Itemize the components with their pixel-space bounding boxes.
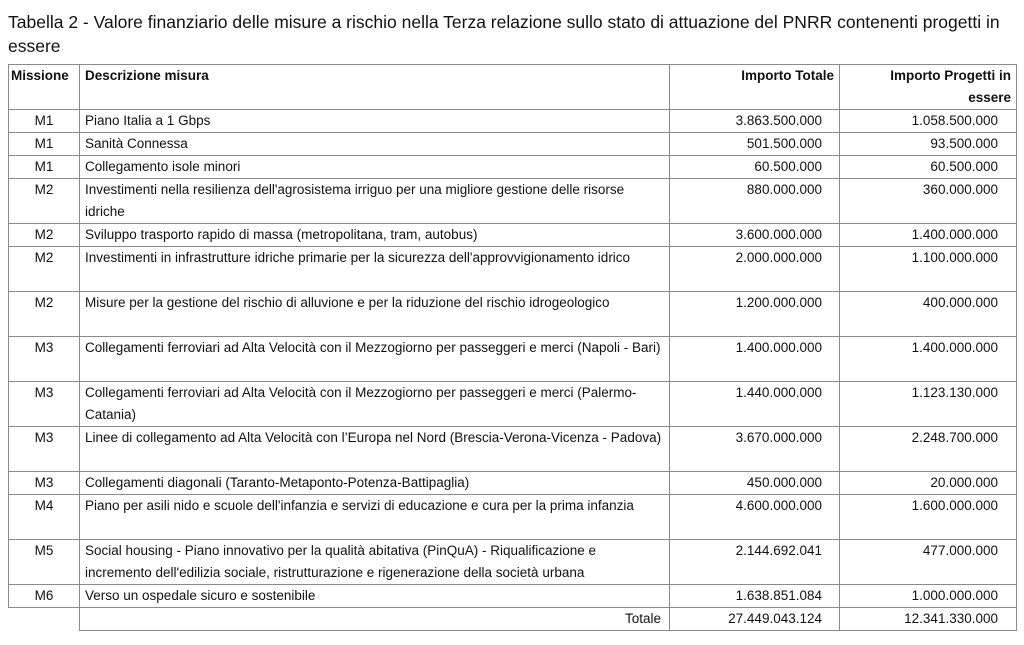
cell-missione: M3 (9, 472, 80, 495)
cell-missione: M5 (9, 540, 80, 585)
cell-descrizione: Verso un ospedale sicuro e sostenibile (80, 585, 670, 608)
cell-descrizione: Investimenti nella resilienza dell'agrosistema irriguo per una migliore gestione delle risorse idriche (80, 179, 670, 224)
cell-importo-progetti: 477.000.000 (840, 540, 1017, 585)
cell-descrizione: Investimenti in infrastrutture idriche primarie per la sicurezza dell'approvvigionamento idrico (80, 247, 670, 292)
cell-importo-totale: 450.000.000 (670, 472, 840, 495)
table-row (9, 427, 1017, 472)
header-missione: Missione (9, 65, 80, 110)
cell-missione: M2 (9, 247, 80, 292)
cell-importo-progetti: 1.100.000.000 (840, 247, 1017, 292)
cell-descrizione: Collegamenti diagonali (Taranto-Metaponto-Potenza-Battipaglia) (80, 472, 670, 495)
cell-importo-progetti: 1.400.000.000 (840, 224, 1017, 247)
cell-importo-progetti: 1.000.000.000 (840, 585, 1017, 608)
cell-importo-progetti: 1.058.500.000 (840, 110, 1017, 133)
cell-importo-totale: 2.144.692.041 (670, 540, 840, 585)
cell-missione: M3 (9, 337, 80, 382)
table-row (9, 382, 1017, 427)
header-descrizione: Descrizione misura (80, 65, 670, 110)
table-row (9, 292, 1017, 337)
table-row (9, 585, 1017, 608)
cell-importo-progetti: 1.400.000.000 (840, 337, 1017, 382)
table-row (9, 156, 1017, 179)
header-importo-progetti: Importo Progetti in essere (840, 65, 1017, 110)
cell-missione: M1 (9, 133, 80, 156)
cell-importo-progetti: 1.123.130.000 (840, 382, 1017, 427)
table-row (9, 472, 1017, 495)
cell-importo-totale: 1.400.000.000 (670, 337, 840, 382)
cell-importo-totale: 60.500.000 (670, 156, 840, 179)
cell-missione: M2 (9, 292, 80, 337)
cell-descrizione: Piano Italia a 1 Gbps (80, 110, 670, 133)
cell-descrizione: Sviluppo trasporto rapido di massa (metropolitana, tram, autobus) (80, 224, 670, 247)
cell-importo-totale: 3.600.000.000 (670, 224, 840, 247)
table-title: Tabella 2 - Valore finanziario delle misure a rischio nella Terza relazione sullo stato di attuazione del PNRR contenenti progetti in essere (8, 12, 1000, 56)
cell-importo-totale: 3.670.000.000 (670, 427, 840, 472)
cell-missione: M6 (9, 585, 80, 608)
cell-descrizione: Misure per la gestione del rischio di alluvione e per la riduzione del rischio idrogeologico (80, 292, 670, 337)
cell-importo-progetti: 2.248.700.000 (840, 427, 1017, 472)
cell-importo-totale: 2.000.000.000 (670, 247, 840, 292)
cell-descrizione: Collegamenti ferroviari ad Alta Velocità con il Mezzogiorno per passeggeri e merci (Palermo-Catania) (80, 382, 670, 427)
cell-descrizione: Collegamenti ferroviari ad Alta Velocità con il Mezzogiorno per passeggeri e merci (Napoli - Bari) (80, 337, 670, 382)
cell-importo-progetti: 400.000.000 (840, 292, 1017, 337)
cell-importo-totale: 1.200.000.000 (670, 292, 840, 337)
table-row (9, 337, 1017, 382)
cell-importo-totale: 1.440.000.000 (670, 382, 840, 427)
header-row (9, 65, 1017, 110)
cell-importo-totale: 3.863.500.000 (670, 110, 840, 133)
cell-importo-progetti: 60.500.000 (840, 156, 1017, 179)
cell-descrizione: Piano per asili nido e scuole dell'infanzia e servizi di educazione e cura per la prima infanzia (80, 495, 670, 540)
table-row (9, 495, 1017, 540)
cell-missione: M2 (9, 179, 80, 224)
header-importo-totale: Importo Totale (670, 65, 840, 110)
cell-importo-progetti: 20.000.000 (840, 472, 1017, 495)
cell-importo-totale: 880.000.000 (670, 179, 840, 224)
cell-missione: M4 (9, 495, 80, 540)
table-row (9, 247, 1017, 292)
cell-importo-progetti: 1.600.000.000 (840, 495, 1017, 540)
total-importo-totale: 27.449.043.124 (670, 608, 840, 631)
total-label: Totale (80, 608, 670, 631)
cell-descrizione: Linee di collegamento ad Alta Velocità con l’Europa nel Nord (Brescia-Verona-Vicenza - Padova) (80, 427, 670, 472)
measures-table (8, 64, 1017, 631)
total-row (9, 608, 1017, 631)
table-row (9, 133, 1017, 156)
cell-missione: M1 (9, 110, 80, 133)
cell-descrizione: Collegamento isole minori (80, 156, 670, 179)
cell-importo-totale: 501.500.000 (670, 133, 840, 156)
cell-importo-progetti: 360.000.000 (840, 179, 1017, 224)
cell-missione: M3 (9, 382, 80, 427)
table-row (9, 224, 1017, 247)
total-importo-progetti: 12.341.330.000 (840, 608, 1017, 631)
total-blank-cell (9, 608, 80, 631)
cell-importo-totale: 1.638.851.084 (670, 585, 840, 608)
cell-importo-totale: 4.600.000.000 (670, 495, 840, 540)
cell-missione: M3 (9, 427, 80, 472)
cell-descrizione: Sanità Connessa (80, 133, 670, 156)
table-row (9, 110, 1017, 133)
cell-missione: M1 (9, 156, 80, 179)
table-row (9, 179, 1017, 224)
table-row (9, 540, 1017, 585)
cell-missione: M2 (9, 224, 80, 247)
cell-descrizione: Social housing - Piano innovativo per la qualità abitativa (PinQuA) - Riqualificazione e incremento dell'edilizia sociale, ristrutturazione e rigenerazione della società urbana (80, 540, 670, 585)
cell-importo-progetti: 93.500.000 (840, 133, 1017, 156)
